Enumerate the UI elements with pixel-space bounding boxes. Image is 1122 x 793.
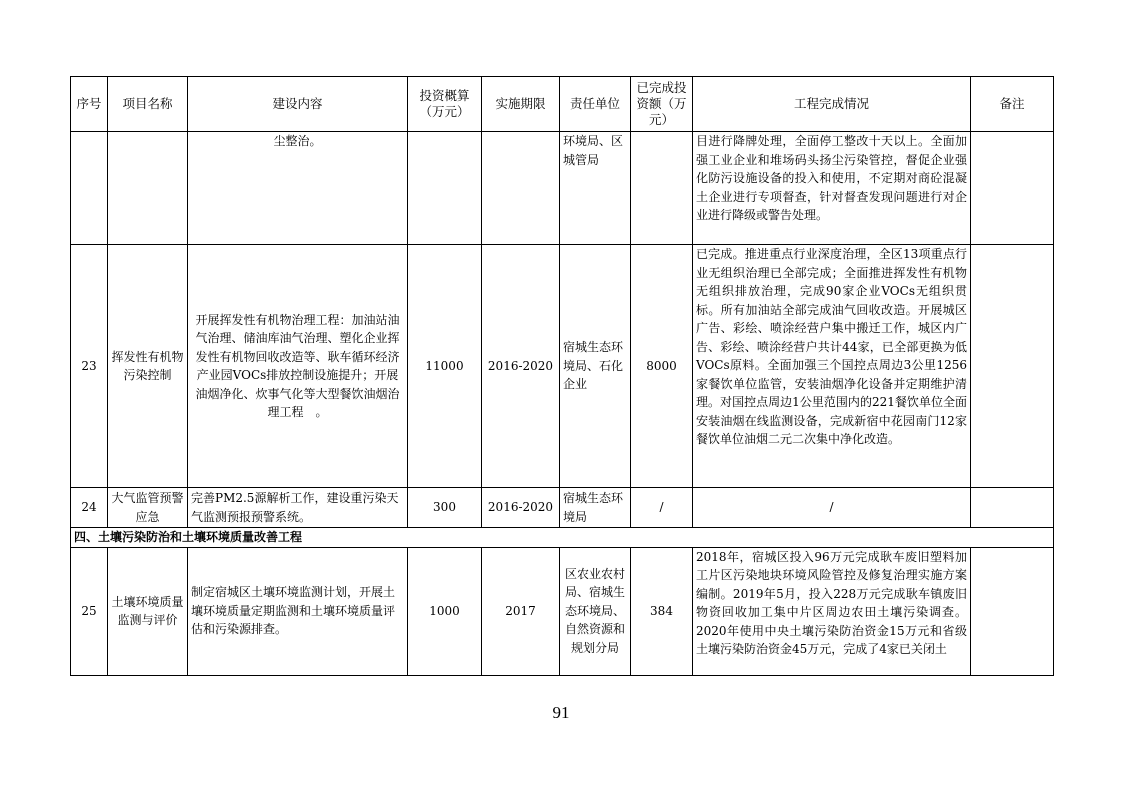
cell-investment (408, 132, 482, 245)
cell-unit: 环境局、区城管局 (560, 132, 631, 245)
cell-completed: 8000 (631, 245, 693, 488)
cell-completed: 384 (631, 547, 693, 675)
header-completed: 已完成投资额（万元） (631, 77, 693, 132)
cell-no: 25 (71, 547, 108, 675)
section-title: 四、土壤污染防治和土壤环境质量改善工程 (71, 528, 1054, 548)
header-status: 工程完成情况 (693, 77, 971, 132)
cell-content: 制定宿城区土壤环境监测计划，开展土壤环境质量定期监测和土壤环境质量评估和污染源排查。 (188, 547, 408, 675)
header-remark: 备注 (971, 77, 1054, 132)
cell-name: 挥发性有机物污染控制 (108, 245, 188, 488)
table-row (71, 547, 1054, 675)
cell-name: 大气监管预警应急 (108, 488, 188, 528)
cell-no: 23 (71, 245, 108, 488)
table-row (71, 245, 1054, 488)
cell-name: 土壤环境质量监测与评价 (108, 547, 188, 675)
cell-no: 24 (71, 488, 108, 528)
project-table (70, 76, 1054, 676)
section-row (71, 528, 1054, 548)
cell-name (108, 132, 188, 245)
cell-status: 目进行降牌处理，全面停工整改十天以上。全面加强工业企业和堆场码头扬尘污染管控，督促企业强化防污设施设备的投入和使用，不定期对商砼混凝土企业进行专项督查，针对督查发现问题进行对企业进行降级或警告处理。 (693, 132, 971, 245)
page-number: 91 (552, 703, 570, 722)
header-period: 实施期限 (482, 77, 560, 132)
cell-remark (971, 488, 1054, 528)
cell-remark (971, 547, 1054, 675)
cell-remark (971, 245, 1054, 488)
cell-period: 2016-2020 (482, 488, 560, 528)
cell-investment: 1000 (408, 547, 482, 675)
header-content: 建设内容 (188, 77, 408, 132)
cell-content: 尘整治。 (188, 132, 408, 245)
cell-unit: 宿城生态环境局、石化企业 (560, 245, 631, 488)
cell-period: 2017 (482, 547, 560, 675)
table-row (71, 488, 1054, 528)
table-row (71, 132, 1054, 245)
cell-status: / (693, 488, 971, 528)
cell-unit: 区农业农村局、宿城生态环境局、自然资源和规划分局 (560, 547, 631, 675)
header-unit: 责任单位 (560, 77, 631, 132)
cell-period: 2016-2020 (482, 245, 560, 488)
cell-no (71, 132, 108, 245)
cell-content: 完善PM2.5源解析工作，建设重污染天气监测预报预警系统。 (188, 488, 408, 528)
header-name: 项目名称 (108, 77, 188, 132)
header-no: 序号 (71, 77, 108, 132)
cell-completed (631, 132, 693, 245)
cell-content: 开展挥发性有机物治理工程：加油站油气治理、储油库油气治理、塑化企业挥发性有机物回收改造等、耿车循环经济产业园VOCs排放控制设施提升；开展油烟净化、炊事气化等大型餐饮油烟治理工程 。 (188, 245, 408, 488)
cell-status: 2018年，宿城区投入96万元完成耿车废旧塑料加工片区污染地块环境风险管控及修复治理实施方案编制。2019年5月，投入228万元完成耿车镇废旧物资回收加工集中片区周边农田土壤污染调查。2020年使用中央土壤污染防治资金15万元和省级土壤污染防治资金45万元，完成了4家已关闭土 (693, 547, 971, 675)
header-row (71, 77, 1054, 132)
header-investment: 投资概算（万元） (408, 77, 482, 132)
cell-completed: / (631, 488, 693, 528)
cell-remark (971, 132, 1054, 245)
cell-investment: 300 (408, 488, 482, 528)
cell-period (482, 132, 560, 245)
cell-unit: 宿城生态环境局 (560, 488, 631, 528)
cell-investment: 11000 (408, 245, 482, 488)
cell-status: 已完成。推进重点行业深度治理，全区13项重点行业无组织治理已全部完成；全面推进挥发性有机物无组织排放治理，完成90家企业VOCs无组织贯标。所有加油站全部完成油气回收改造。开展城区广告、彩绘、喷涂经营户集中搬迁工作，城区内广告、彩绘、喷涂经营户共计44家，已全部更换为低VOCs原料。全面加强三个国控点周边3公里1256家餐饮单位监管，安装油烟净化设备并定期维护清理。对国控点周边1公里范围内的221餐饮单位全面安装油烟在线监测设备，完成新宿中花园南门12家餐饮单位油烟二元二次集中净化改造。 (693, 245, 971, 488)
